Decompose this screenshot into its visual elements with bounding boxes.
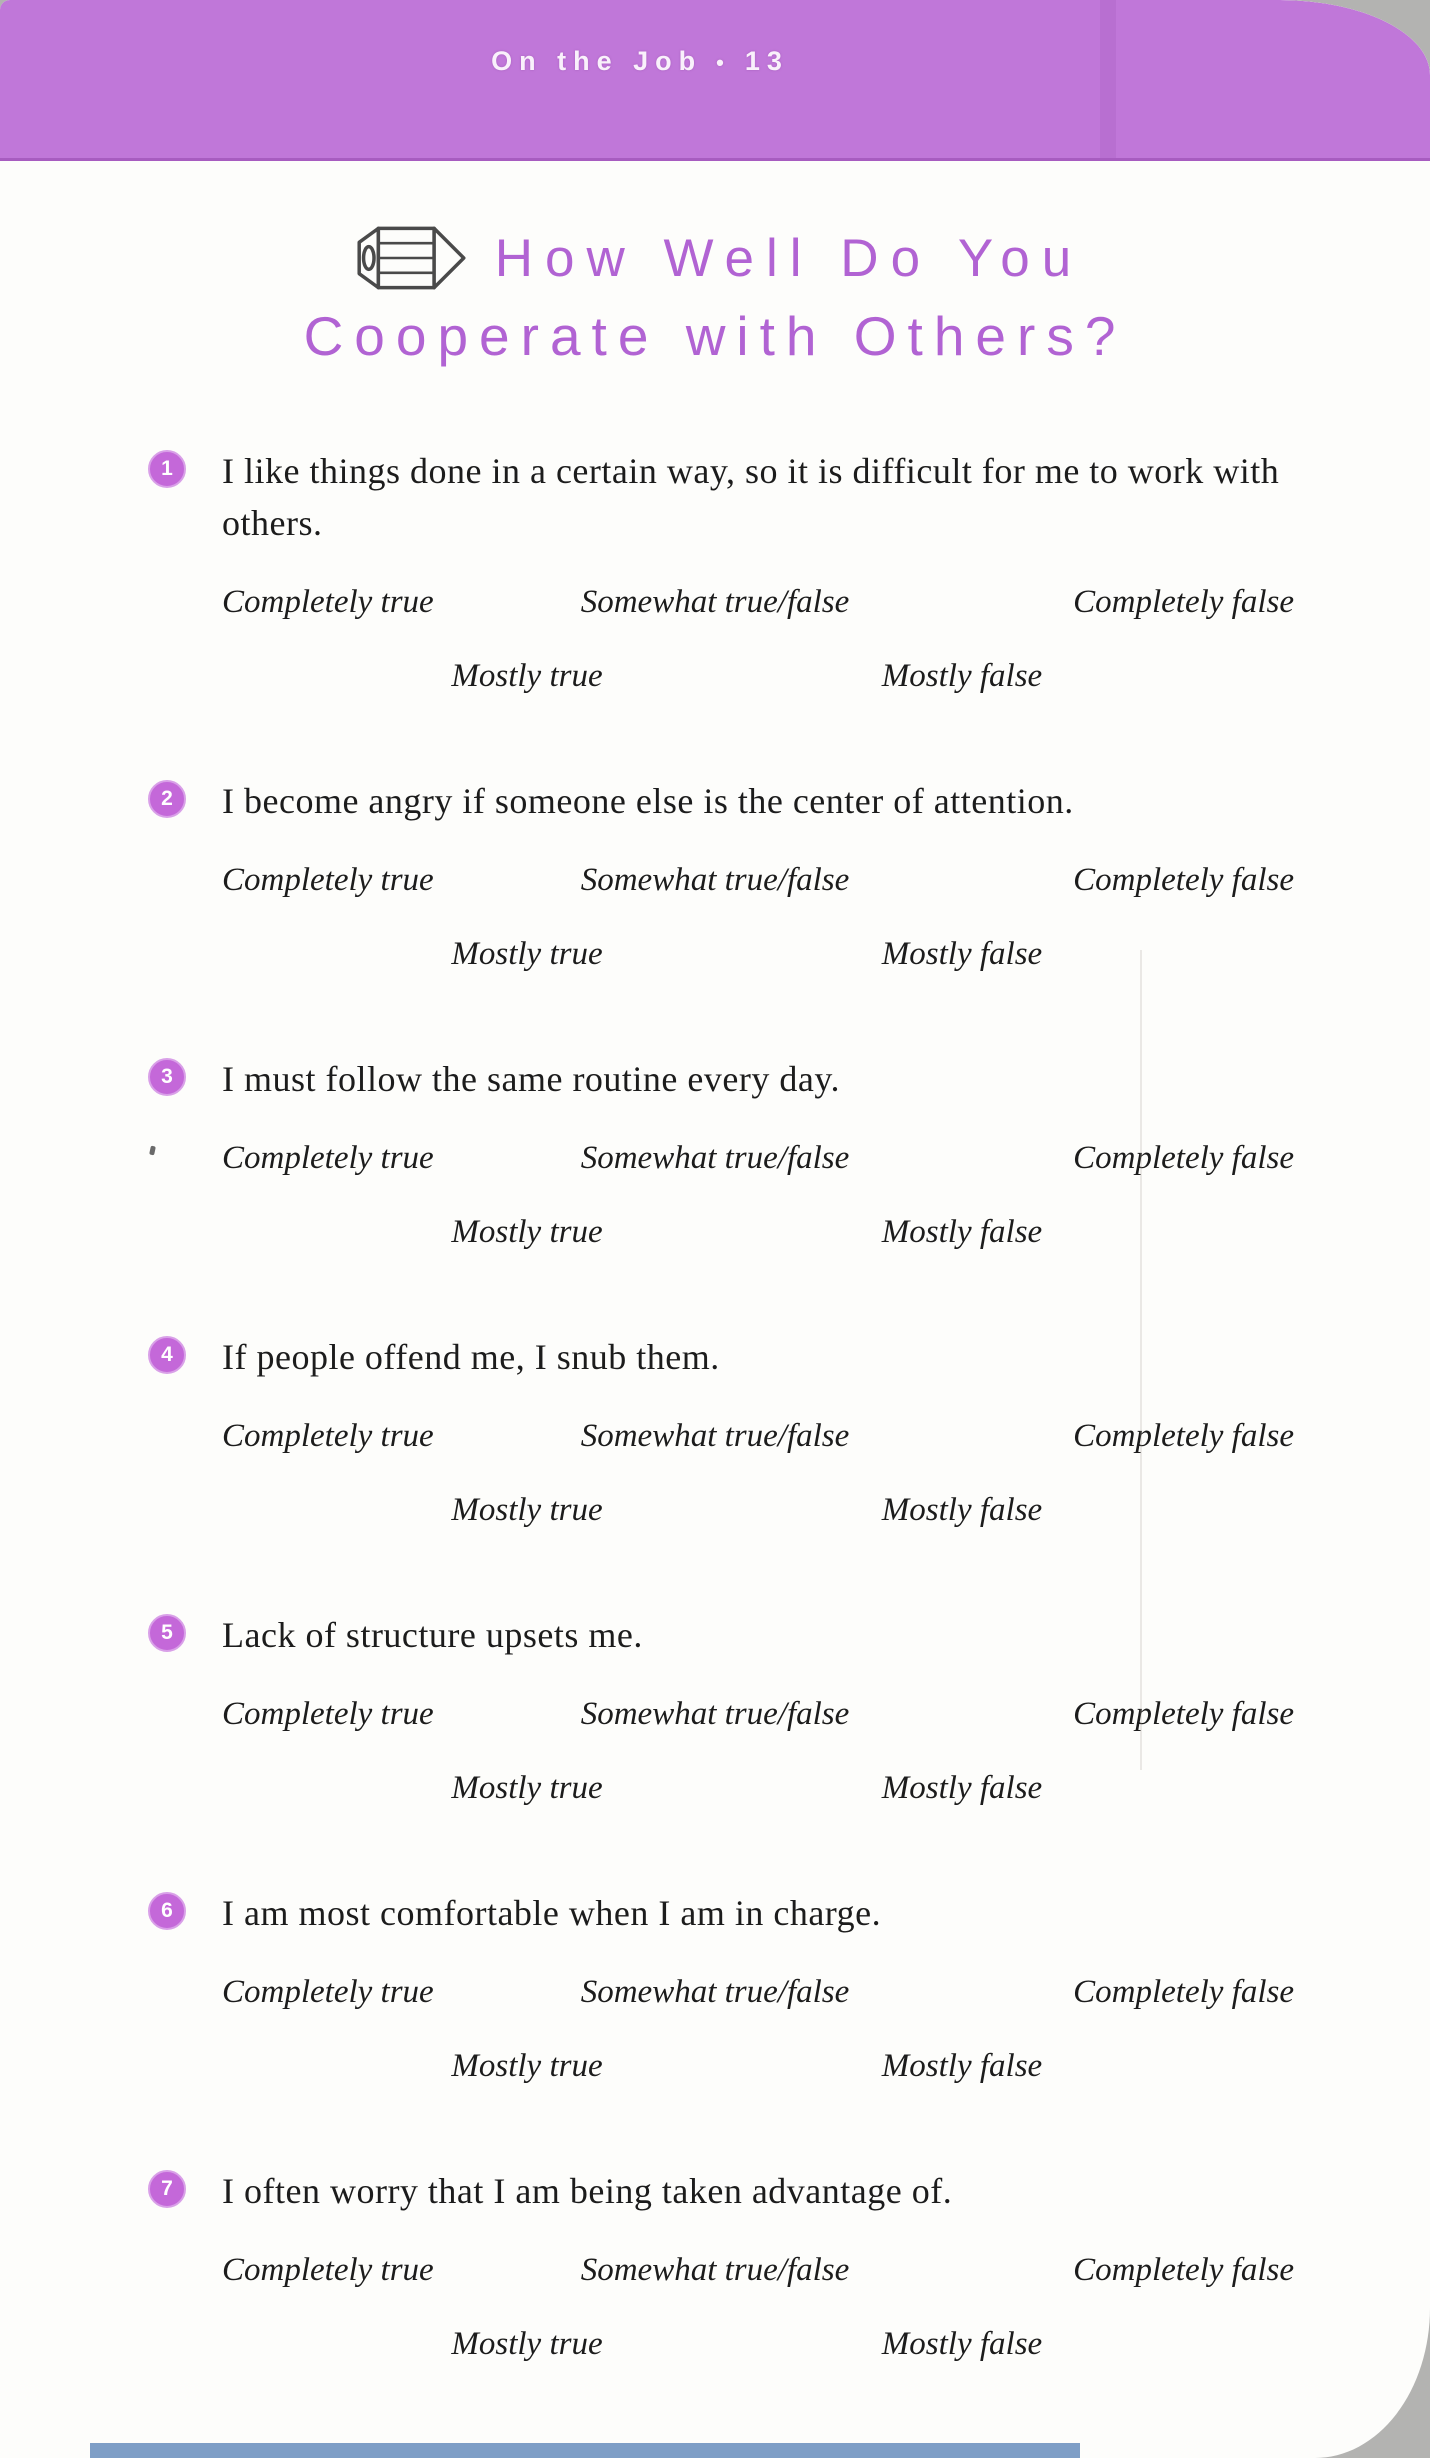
question-head <box>0 1053 1430 1105</box>
question-head <box>0 775 1430 827</box>
scan-crease <box>1140 950 1142 1770</box>
page-header-band <box>0 0 1430 161</box>
option-mostly-true: Mostly true <box>451 658 603 694</box>
option-mostly-false: Mostly false <box>881 1214 1043 1250</box>
option-completely-false: Completely false <box>1073 1418 1294 1454</box>
option-completely-true: Completely true <box>222 1418 434 1454</box>
option-mostly-false: Mostly false <box>881 2326 1043 2362</box>
answer-options-row-1 <box>0 579 1430 625</box>
quiz-title-text-2: Cooperate with Others? <box>303 305 1127 367</box>
question-item <box>0 1887 1430 2089</box>
option-completely-true: Completely true <box>222 584 434 620</box>
option-somewhat-true-false: Somewhat true/false <box>580 584 850 620</box>
question-number-badge: 5 <box>148 1614 186 1652</box>
answer-options-row-1 <box>0 1691 1430 1737</box>
option-mostly-false: Mostly false <box>881 1492 1043 1528</box>
question-text: I like things done in a certain way, so it is difficult for me to work with others. <box>222 451 1280 543</box>
answer-options-row-1 <box>0 857 1430 903</box>
running-header <box>0 0 1355 77</box>
answer-options-row-2 <box>0 1765 1430 1811</box>
option-mostly-true: Mostly true <box>451 2326 603 2362</box>
footer-color-bar <box>90 2443 1080 2458</box>
question-text: I become angry if someone else is the center of attention. <box>222 781 1074 821</box>
question-head <box>0 1887 1430 1939</box>
answer-options-row-2 <box>0 2321 1430 2367</box>
question-text: Lack of structure upsets me. <box>222 1615 643 1655</box>
question-text: I am most comfortable when I am in charge. <box>222 1893 882 1933</box>
option-mostly-false: Mostly false <box>881 2048 1043 2084</box>
option-completely-true: Completely true <box>222 2252 434 2288</box>
answer-options-row-2 <box>0 931 1430 977</box>
question-number-badge: 1 <box>148 450 186 488</box>
option-completely-false: Completely false <box>1073 862 1294 898</box>
option-completely-false: Completely false <box>1073 1140 1294 1176</box>
question-number-badge: 3 <box>148 1058 186 1096</box>
question-item <box>0 1331 1430 1533</box>
answer-options-row-1 <box>0 2247 1430 2293</box>
question-item <box>0 1609 1430 1811</box>
answer-options-row-2 <box>0 653 1430 699</box>
option-somewhat-true-false: Somewhat true/false <box>580 1974 850 2010</box>
pencil-icon <box>347 222 469 294</box>
questions-list <box>0 445 1430 2367</box>
header-separator: • <box>716 50 731 75</box>
question-head <box>0 1331 1430 1383</box>
option-completely-false: Completely false <box>1073 584 1294 620</box>
question-item <box>0 445 1430 699</box>
option-completely-true: Completely true <box>222 1696 434 1732</box>
question-number-badge: 4 <box>148 1336 186 1374</box>
option-somewhat-true-false: Somewhat true/false <box>580 1696 850 1732</box>
question-text: I must follow the same routine every day. <box>222 1059 840 1099</box>
option-mostly-true: Mostly true <box>451 1492 603 1528</box>
option-somewhat-true-false: Somewhat true/false <box>580 2252 850 2288</box>
question-number-badge: 7 <box>148 2170 186 2208</box>
option-mostly-false: Mostly false <box>881 1770 1043 1806</box>
option-mostly-true: Mostly true <box>451 1770 603 1806</box>
option-completely-false: Completely false <box>1073 1974 1294 2010</box>
option-mostly-true: Mostly true <box>451 1214 603 1250</box>
quiz-title <box>0 215 1430 371</box>
answer-options-row-2 <box>0 1209 1430 1255</box>
question-item <box>0 2165 1430 2367</box>
answer-options-row-1 <box>0 1413 1430 1459</box>
option-somewhat-true-false: Somewhat true/false <box>580 862 850 898</box>
option-mostly-false: Mostly false <box>881 936 1043 972</box>
question-item <box>0 1053 1430 1255</box>
question-number-badge: 2 <box>148 780 186 818</box>
option-completely-false: Completely false <box>1073 1696 1294 1732</box>
quiz-title-text-1: How Well Do You <box>494 228 1084 288</box>
question-text: If people offend me, I snub them. <box>222 1337 720 1377</box>
answer-options-row-1 <box>0 1135 1430 1181</box>
option-somewhat-true-false: Somewhat true/false <box>580 1140 850 1176</box>
option-completely-true: Completely true <box>222 1974 434 2010</box>
section-title: On the Job <box>491 46 703 76</box>
option-completely-false: Completely false <box>1073 2252 1294 2288</box>
question-number-badge: 6 <box>148 1892 186 1930</box>
option-completely-true: Completely true <box>222 862 434 898</box>
question-text: I often worry that I am being taken advantage of. <box>222 2171 953 2211</box>
answer-options-row-1 <box>0 1969 1430 2015</box>
question-item <box>0 775 1430 977</box>
answer-options-row-2 <box>0 1487 1430 1533</box>
page-number: 13 <box>744 46 789 76</box>
option-mostly-true: Mostly true <box>451 2048 603 2084</box>
question-head <box>0 2165 1430 2217</box>
quiz-title-line1 <box>0 215 1430 301</box>
answer-options-row-2 <box>0 2043 1430 2089</box>
question-head <box>0 445 1430 549</box>
option-mostly-true: Mostly true <box>451 936 603 972</box>
option-mostly-false: Mostly false <box>881 658 1043 694</box>
option-completely-true: Completely true <box>222 1140 434 1176</box>
question-head <box>0 1609 1430 1661</box>
option-somewhat-true-false: Somewhat true/false <box>580 1418 850 1454</box>
